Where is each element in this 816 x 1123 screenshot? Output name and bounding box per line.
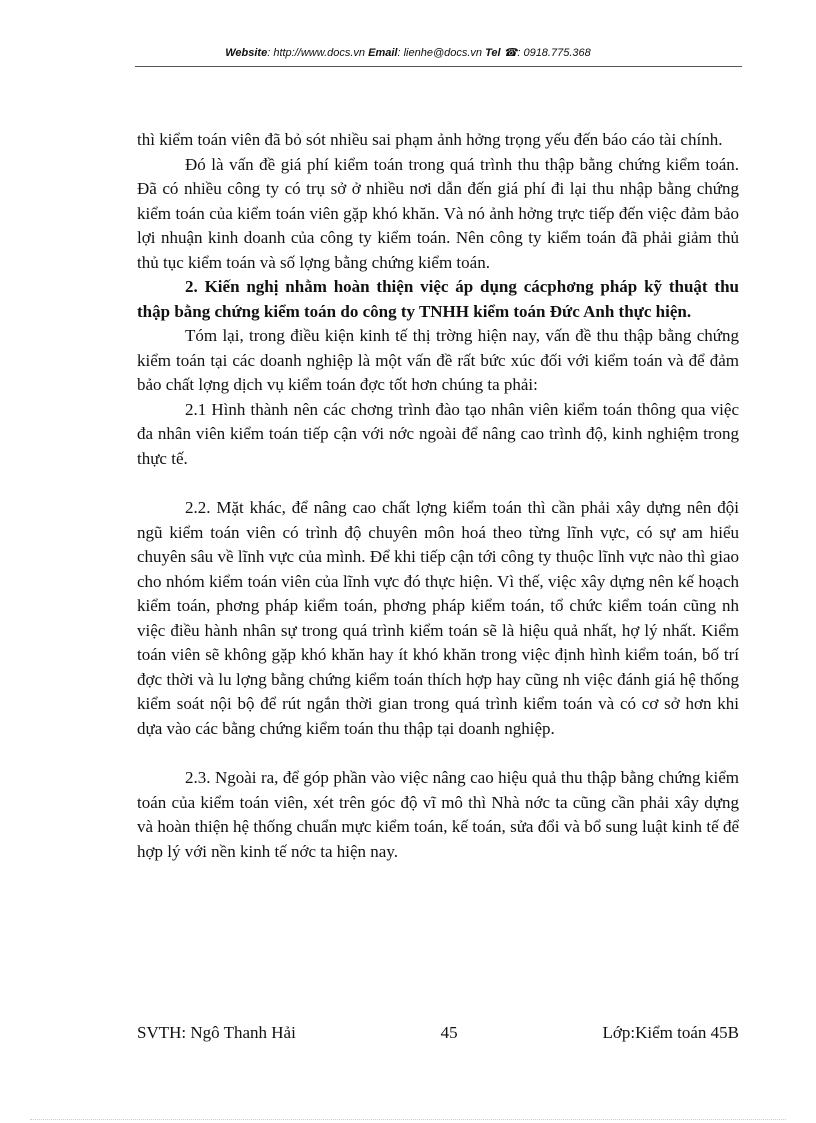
paragraph-2: Đó là vấn đề giá phí kiểm toán trong quá trình thu thập bằng chứng kiểm toán. Đã có nhiều công ty có trụ sở ở nhiều nơi dẫn đến giá phí đi lại thu nhập bằng chứng kiểm toán của kiểm toán viên gặp khó khăn. Và nó ảnh hởng trực tiếp đến việc đảm bảo lợi nhuận kinh doanh của công ty kiểm toán. Nên công ty kiểm toán đã phải giảm thủ thủ tục kiểm toán và số lợng bằng chứng kiểm toán. [137,154,739,272]
paragraph-1: thì kiểm toán viên đã bỏ sót nhiều sai phạm ảnh hởng trọng yếu đến báo cáo tài chính. [137,130,723,149]
page-number: 45 [440,1023,458,1042]
paragraph-5: 2.2. Mặt khác, để nâng cao chất lợng kiểm toán thì cần phải xây dựng nên đội ngũ kiểm toán viên có trình độ chuyên môn hoá theo từng lĩnh vực, có sự am hiểu chuyên sâu về lĩnh vực của mình. Để khi tiếp cận tới công ty thuộc lĩnh vực nào thì giao cho nhóm kiểm toán viên của lĩnh vực đó thực hiện. Vì thế, việc xây dựng nên kế hoạch kiểm toán, phơng pháp kiểm toán, phơng pháp kiểm toán, tổ chức kiểm toán cũng nh việc điều hành nhân sự trong quá trình kiểm toán sẽ là hiệu quả nhất, hợ lý nhất. Kiểm toán viên sẽ không gặp khó khăn hay ít khó khăn trong việc định hình kiểm toán, bố trí đợc thời và lu lợng bằng chứng kiểm toán thích hợp hay cũng nh việc đánh giá hệ thống kiểm soát nội bộ để rút ngắn thời gian trong quá trình kiểm toán và có cơ sở hơn khi dựa vào các bằng chứng kiểm toán thu thập tại doanh nghiệp. [137,498,739,738]
email-address[interactable]: : lienhe@docs.vn [397,47,483,59]
section-heading: 2. Kiến nghị nhằm hoàn thiện việc áp dụng cácphơng pháp kỹ thuật thu thập bằng chứng kiểm toán do công ty TNHH kiểm toán Đức Anh thực hiện. [137,277,739,321]
phone-icon: ☎ [503,47,518,59]
document-body [137,128,739,864]
page-footer [137,1023,739,1043]
tel-label: Tel [485,47,501,59]
paragraph-3: Tóm lại, trong điều kiện kinh tế thị trờng hiện nay, vấn đề thu thập bằng chứng kiểm toán tại các doanh nghiệp là một vấn đề rất bức xúc đối với kiểm toán và để đảm bảo chất lợng dịch vụ kiểm toán đợc tốt hơn chúng ta phải: [137,326,739,394]
footer-author: SVTH: Ngô Thanh Hải [137,1023,296,1042]
website-label: Website [225,47,268,59]
paragraph-4: 2.1 Hình thành nên các chơng trình đào tạo nhân viên kiểm toán thông qua việc đa nhân viên kiểm toán tiếp cận với nớc ngoài để nâng cao trình độ, kinh nghiệm trong thực tế. [137,399,739,468]
spacer [137,471,739,496]
email-label: Email [368,47,398,59]
header-divider [135,66,742,67]
footer-class: Lớp:Kiểm toán 45B [602,1023,739,1042]
tel-number: : 0918.775.368 [517,47,591,59]
page-bottom-divider [30,1119,786,1120]
page-header [0,46,816,59]
spacer [137,741,739,766]
paragraph-6: 2.3. Ngoài ra, để góp phần vào việc nâng cao hiệu quả thu thập bằng chứng kiểm toán của kiểm toán viên, xét trên góc độ vĩ mô thì Nhà nớc ta cũng cần phải xây dựng và hoàn thiện hệ thống chuẩn mực kiểm toán, kế toán, sửa đổi và bổ sung luật kinh tế để hợp lý với nền kinh tế nớc ta hiện nay. [137,768,739,861]
website-url[interactable]: : http://www.docs.vn [267,47,366,59]
